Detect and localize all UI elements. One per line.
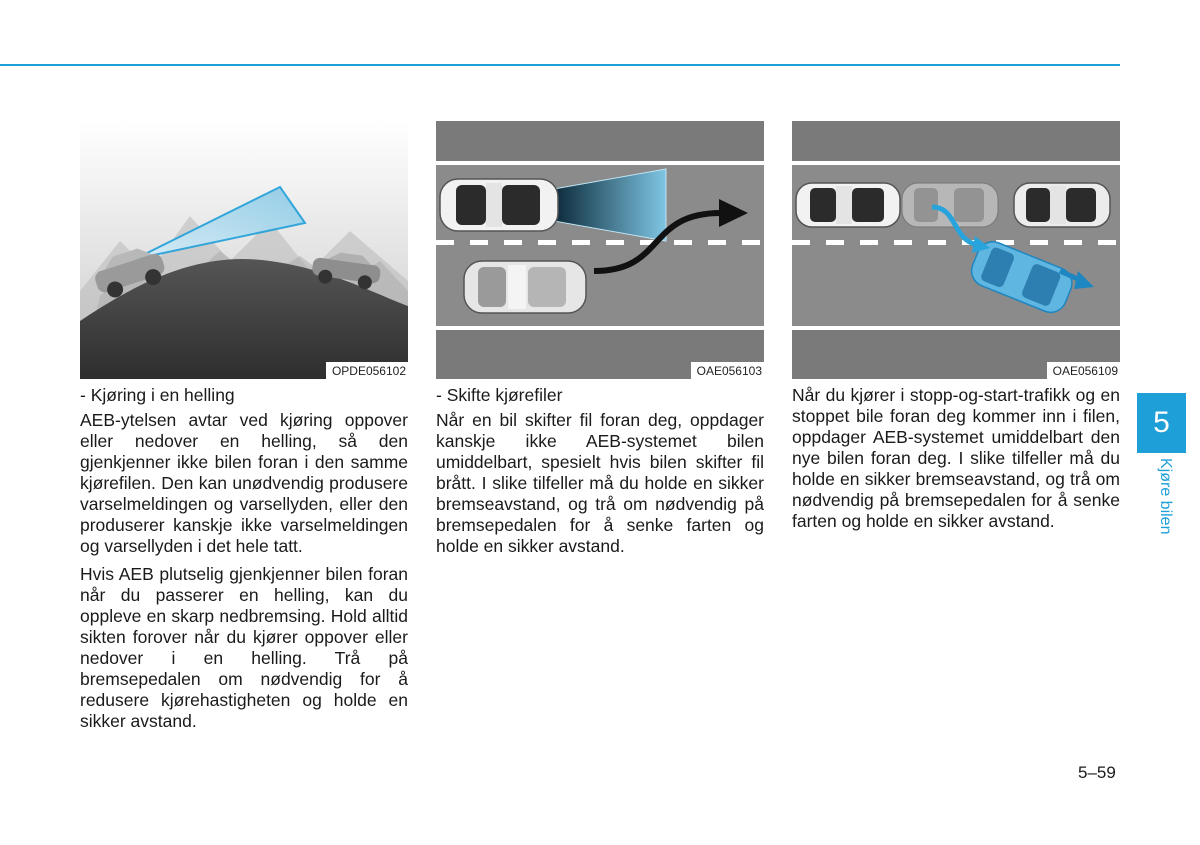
figure-hill: [80, 121, 408, 379]
paragraph: AEB-ytelsen avtar ved kjøring oppover eller nedover en helling, så den gjenkjenner ikke bilen foran i den samme kjørefilen. Den kan unødvendig produsere varselmeldingen og varsellyden, eller den produserer kanskje ikke varselmeldingen og varsellyden i det hele tatt.: [80, 410, 408, 556]
figure-code: OAE056103: [691, 362, 764, 379]
lane-change-illustration: [436, 121, 764, 379]
own-car: [440, 179, 558, 231]
paragraph: Når en bil skifter fil foran deg, oppdager kanskje ikke AEB-systemet bilen umiddelbart, spesielt hvis bilen skifter fil brått. I slike tilfeller må du holde en sikker bremseavstand, og trå om nødvendig på bremsepedalen for å senke farten og holde en sikker avstand.: [436, 410, 764, 556]
chapter-tab: 5: [1137, 393, 1186, 453]
figure-code: OPDE056102: [326, 362, 408, 379]
column-stop-and-go: [792, 121, 1120, 539]
own-car: [796, 183, 900, 227]
hill-illustration: [80, 121, 408, 379]
column-hill-driving: [80, 121, 408, 739]
header-rule: [0, 64, 1120, 66]
figure-code: OAE056109: [1047, 362, 1120, 379]
column-lane-change: [436, 121, 764, 564]
caption: - Skifte kjørefiler: [436, 385, 563, 405]
car-ahead: [1014, 183, 1110, 227]
page-number: 5–59: [1078, 763, 1116, 782]
stop-and-go-illustration: [792, 121, 1120, 379]
caption: - Kjøring i en helling: [80, 385, 235, 405]
paragraph: Hvis AEB plutselig gjenkjenner bilen foran når du passerer en helling, kan du oppleve en skarp nedbremsing. Hold alltid sikten forover når du kjører oppover eller nedover i en helling. Trå på bremsepedalen om nødvendig for å redusere kjørehastigheten og holde en sikker avstand.: [80, 564, 408, 731]
merging-car: [464, 261, 586, 313]
figure-lane-change: [436, 121, 764, 379]
chapter-title: Kjøre bilen: [1157, 458, 1174, 535]
paragraph: Når du kjører i stopp-og-start-trafikk og en stoppet bile foran deg kommer inn i filen, oppdager AEB-systemet umiddelbart den nye bilen foran deg. I slike tilfeller må du holde en sikker bremseavstand, og trå om nødvendig på bremsepedalen for å senke farten og holde en sikker avstand.: [792, 385, 1120, 531]
figure-stop-and-go: [792, 121, 1120, 379]
